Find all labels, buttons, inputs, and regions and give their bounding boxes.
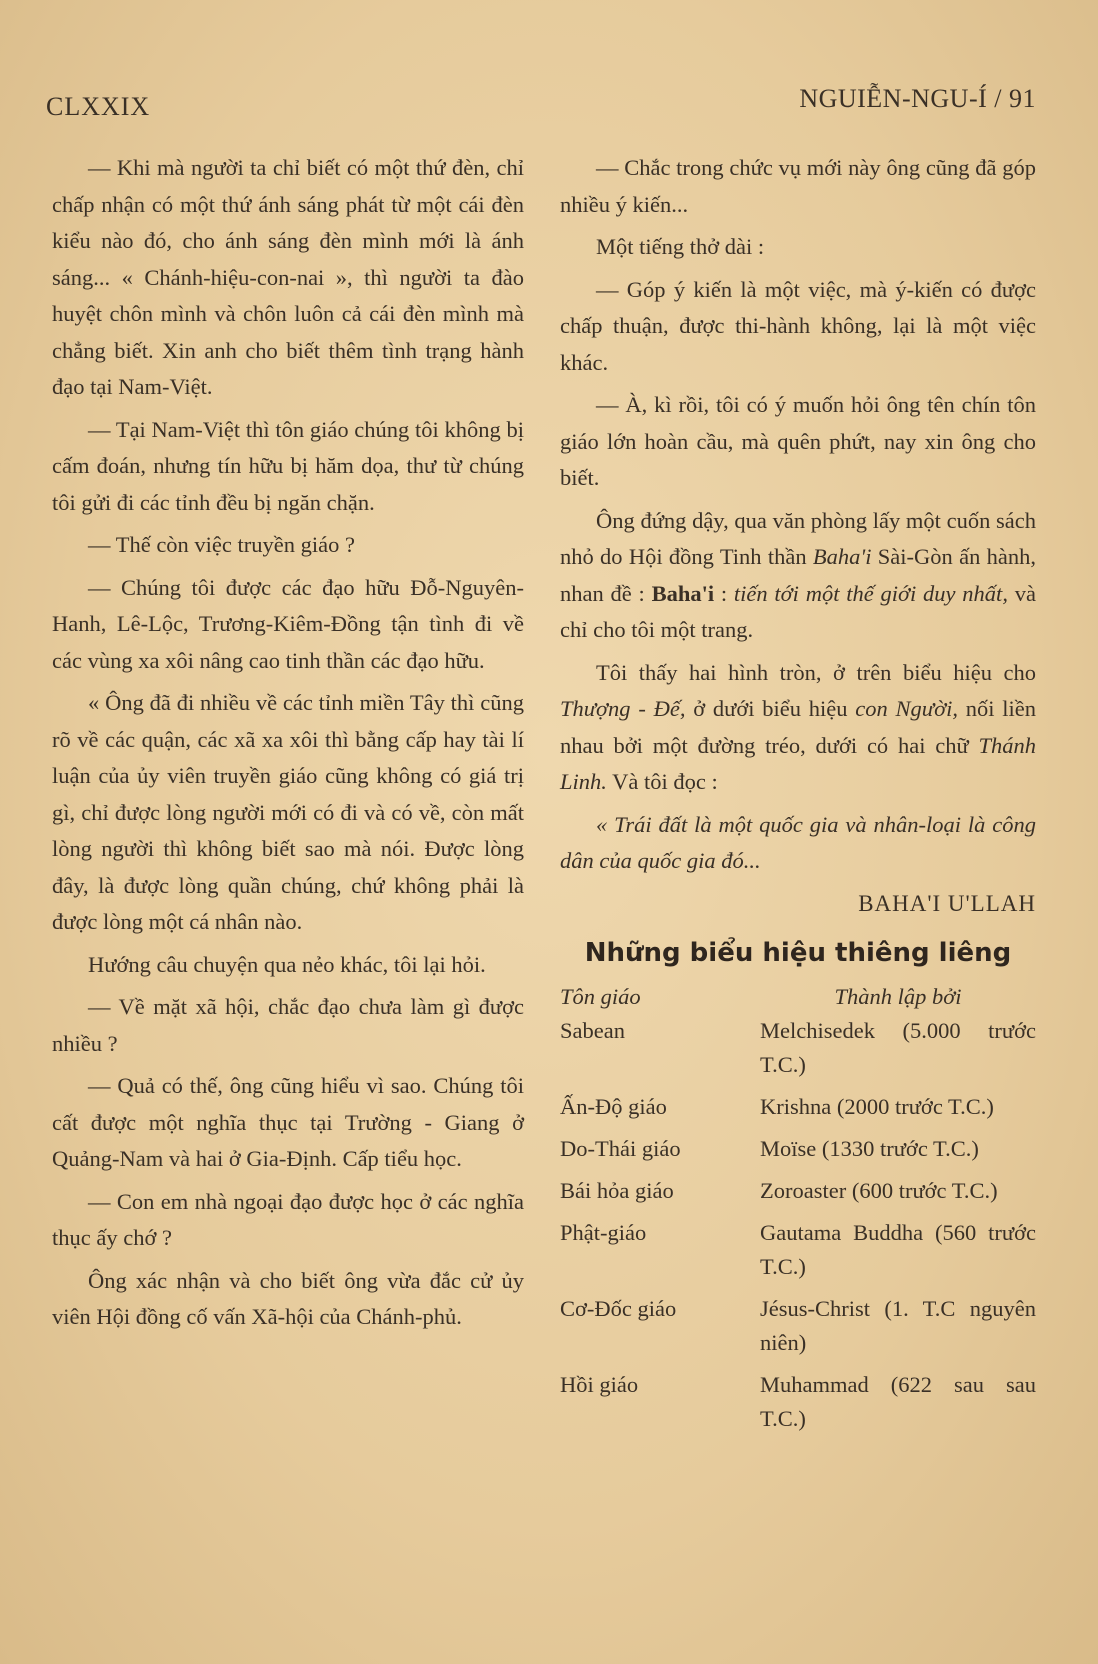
religion-cell: Ấn-Độ giáo	[560, 1094, 667, 1119]
running-header-author-page: NGUIỄN-NGU-Í / 91	[799, 84, 1036, 113]
column-header-founder: Thành lập bởi	[834, 984, 962, 1009]
founder-cell: Krishna (2000 trước T.C.)	[760, 1094, 994, 1119]
paragraph: — Về mặt xã hội, chắc đạo chưa làm gì được nhiều ?	[52, 994, 524, 1056]
table-row	[560, 1292, 1036, 1368]
religion-cell: Cơ-Đốc giáo	[560, 1296, 677, 1321]
quote-signature: BAHA'I U'LLAH	[858, 890, 1036, 916]
table-row	[560, 1368, 1036, 1444]
paragraph: — Chúng tôi được các đạo hữu Đỗ-Nguyên-Hanh, Lê-Lộc, Trương-Kiêm-Đồng tận tình đi về các vùng xa xôi nâng cao tinh thần các đạo hữu.	[52, 574, 524, 673]
paragraph: Một tiếng thở dài :	[596, 234, 765, 259]
religion-cell: Sabean	[560, 1018, 625, 1043]
text-run: Sài-Gòn ấn hành, nhan đề :	[560, 544, 1036, 606]
paragraph: — Khi mà người ta chỉ biết có một thứ đèn, chỉ chấp nhận có một thứ ánh sáng phát từ một cái đèn kiểu nào đó, cho ánh sáng đèn mình mới là ánh sáng... « Chánh-hiệu-con-nai », thì người ta đào huyệt chôn mình và chôn luôn cả cái đèn mình mà chẳng biết. Xin anh cho biết thêm tình trạng hành đạo tại Nam-Việt.	[52, 155, 524, 399]
religion-cell: Do-Thái giáo	[560, 1136, 681, 1161]
table-header-row	[560, 980, 1036, 1014]
paragraph: Hướng câu chuyện qua nẻo khác, tôi lại hỏi.	[88, 951, 486, 977]
table-row	[560, 1014, 1036, 1090]
founder-cell: Muhammad (622 sau sau T.C.)	[760, 1372, 1036, 1431]
paragraph: — À, kì rồi, tôi có ý muốn hỏi ông tên chín tôn giáo lớn hoàn cầu, mà quên phứt, nay xin ông cho biết.	[560, 392, 1036, 490]
text-run: Ông đứng dậy, qua văn phòng lấy một cuốn sách nhỏ do Hội đồng Tinh thần	[560, 507, 1036, 569]
paragraph: — Quả có thế, ông cũng hiểu vì sao. Chúng tôi cất được một nghĩa thục tại Trường - Giang ở Quảng-Nam và hai ở Gia-Định. Cấp tiểu học.	[52, 1073, 524, 1171]
text-run-italic: con Người,	[855, 696, 958, 721]
chapter-number: CLXXIX	[46, 92, 151, 121]
paragraph: — Góp ý kiến là một việc, mà ý-kiến có được chấp thuận, được thi-hành không, lại là một việc khác.	[560, 276, 1036, 375]
religion-cell: Hồi giáo	[560, 1372, 639, 1397]
paragraph-book-reference	[560, 503, 1036, 649]
left-text-column	[52, 150, 524, 1342]
text-run: và chỉ cho tôi một trang.	[560, 580, 1036, 642]
paragraph: Ông xác nhận và cho biết ông vừa đắc cử ủy viên Hội đồng cố vấn Xã-hội của Chánh-phủ.	[52, 1267, 524, 1329]
table-row	[560, 1132, 1036, 1174]
column-header-religion: Tôn giáo	[560, 984, 641, 1009]
paragraph: — Con em nhà ngoại đạo được học ở các nghĩa thục ấy chớ ?	[52, 1188, 524, 1250]
table-row	[560, 1174, 1036, 1216]
book-subtitle-italic: tiến tới một thế giới duy nhất,	[733, 580, 1008, 606]
table-row	[560, 1090, 1036, 1132]
religions-table	[560, 980, 1036, 1444]
text-run: Tôi thấy hai hình tròn, ở trên biểu hiệu cho	[596, 659, 1036, 685]
paragraph: — Chắc trong chức vụ mới này ông cũng đã góp nhiều ý kiến...	[560, 155, 1036, 217]
text-run: ở dưới biểu hiệu	[685, 696, 856, 721]
text-run: Và tôi đọc :	[606, 769, 718, 794]
religion-cell: Phật-giáo	[560, 1220, 647, 1245]
paragraph: — Tại Nam-Việt thì tôn giáo chúng tôi không bị cấm đoán, nhưng tín hữu bị hăm dọa, thư từ chúng tôi gửi đi các tỉnh đều bị ngăn chặn.	[52, 416, 524, 515]
paragraph-symbol-description	[560, 655, 1036, 801]
paragraph: — Thế còn việc truyền giáo ?	[88, 532, 355, 557]
section-heading: Những biểu hiệu thiêng liêng	[584, 938, 1012, 968]
text-run-italic: Thánh Linh.	[560, 732, 1036, 794]
right-text-column	[560, 150, 1036, 1444]
book-title-bold: Baha'i	[651, 580, 715, 606]
text-run: :	[714, 580, 734, 606]
religion-cell: Bái hỏa giáo	[560, 1178, 674, 1203]
founder-cell: Moïse (1330 trước T.C.)	[760, 1136, 979, 1161]
founder-cell: Gautama Buddha (560 trước T.C.)	[760, 1220, 1036, 1279]
paragraph: « Ông đã đi nhiều về các tỉnh miền Tây thì cũng rõ về các quận, các xã xa xôi thì bằng cấp hay tài lí luận của ủy viên truyền giáo cũng không có giá trị gì, chỉ được lòng người mới có đi và có về, còn mất lòng người thì không biết sao mà nói. Được lòng đây, là được lòng quần chúng, chứ không phải là được lòng một cá nhân nào.	[52, 690, 524, 934]
text-run-italic: Thượng - Đế,	[560, 696, 686, 721]
text-run-italic: Baha'i	[812, 544, 872, 569]
founder-cell: Melchisedek (5.000 trước T.C.)	[760, 1018, 1036, 1077]
founder-cell: Zoroaster (600 trước T.C.)	[760, 1178, 998, 1203]
text-run: nối liền nhau bởi một đường tréo, dưới có hai chữ	[560, 696, 1036, 758]
quotation: « Trái đất là một quốc gia và nhân-loại là công dân của quốc gia đó...	[560, 811, 1036, 873]
founder-cell: Jésus-Christ (1. T.C nguyên niên)	[760, 1296, 1036, 1355]
table-row	[560, 1216, 1036, 1292]
